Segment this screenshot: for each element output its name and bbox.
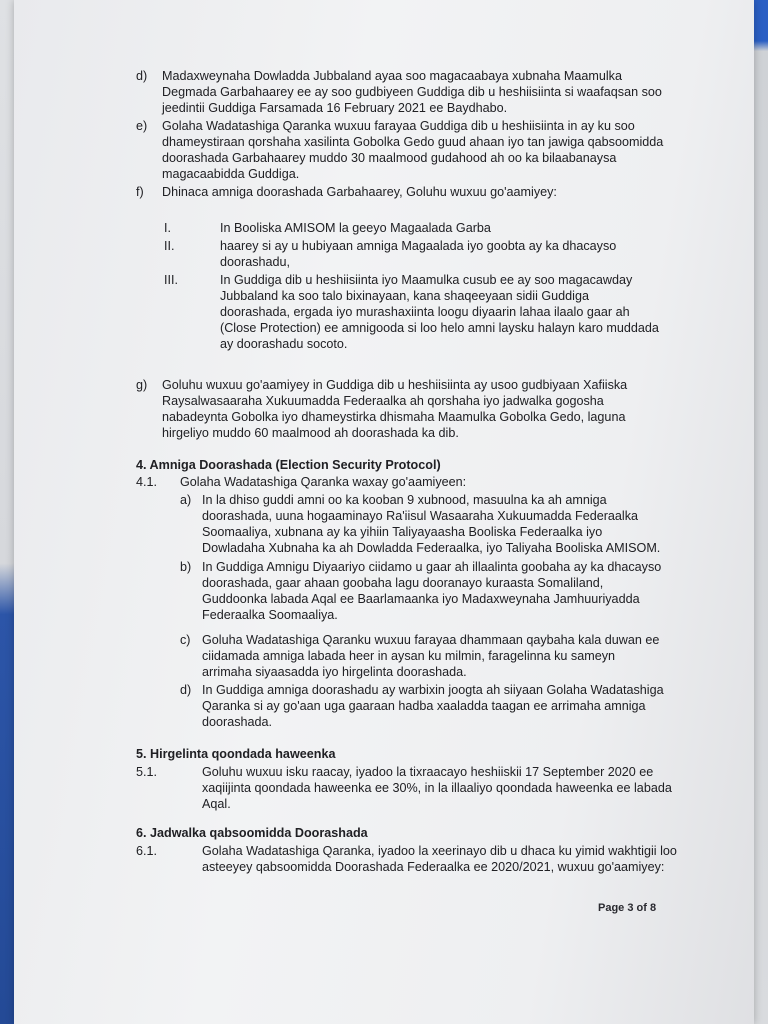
page-number-current: 3	[627, 902, 634, 914]
section-6-line-1: Golaha Wadatashiga Qaranka, iyadoo la xeerinayo dib u dhaca ku yimid wakhtigii loo	[202, 844, 677, 858]
sec4-item-d-line-3: doorashada.	[202, 715, 273, 729]
item-d-label: d)	[136, 69, 148, 83]
sec4-item-b-label: b)	[180, 560, 192, 574]
item-d-line-1: Madaxweynaha Dowladda Jubbaland ayaa soo magacaabaya xubnaha Maamulka	[162, 69, 622, 83]
item-e-line-1: Golaha Wadatashiga Qaranka wuxuu farayaa Guddiga dib u heshiisiinta in ay ku soo	[162, 119, 635, 133]
item-e-line-2: dhameystiraan qorshaha xasilinta Gobolka Gedo guud ahaan iyo tan jawiga qabsoomidda	[162, 135, 664, 149]
page-number-middle: of	[633, 902, 650, 914]
item-f-label: f)	[136, 185, 144, 199]
section-5-line-1: Goluhu wuxuu isku raacay, iyadoo la tixraacayo heshiiskii 17 September 2020 ee	[202, 765, 654, 779]
section-4-heading: 4. Amniga Doorashada (Election Security Protocol)	[136, 458, 441, 472]
sec4-item-c-line-2: ciidamada amniga labada heer in aysan ku milmin, faragelinna ku sameyn	[202, 649, 616, 663]
item-e-line-4: magacaabidda Guddiga.	[162, 167, 300, 181]
roman-3-line-5: ay doorashadu socoto.	[220, 337, 348, 351]
section-6-1-label: 6.1.	[136, 844, 158, 858]
roman-2-line-1: haarey si ay u hubiyaan amniga Magaalada iyo goobta ay ka dhacayso	[220, 239, 617, 253]
roman-1-label: I.	[164, 221, 171, 235]
page-number-prefix: Page	[598, 902, 628, 914]
sec4-item-a-label: a)	[180, 493, 192, 507]
section-6-heading: 6. Jadwalka qabsoomidda Doorashada	[136, 826, 368, 840]
sec4-item-c-line-1: Goluha Wadatashiga Qaranku wuxuu farayaa dhammaan qaybaha kala duwan ee	[202, 633, 660, 647]
sec4-item-b-line-2: doorashada, gaar ahaan goobaha lagu dooranayo kuraasta Somaliland,	[202, 576, 604, 590]
roman-2-line-2: doorashadu,	[220, 255, 291, 269]
sec4-item-b-line-4: Federaalka Soomaaliya.	[202, 608, 338, 622]
roman-3-label: III.	[164, 273, 178, 287]
item-e-label: e)	[136, 119, 148, 133]
item-d-line-3: jeedintii Guddiga Farsamada 16 February 2021 ee Baydhabo.	[162, 101, 508, 115]
item-d-line-2: Degmada Garbahaarey ee ay soo gudbiyeen Guddiga dib u heshiisiinta si waafaqsan soo	[162, 85, 662, 99]
roman-3-line-2: Jubbaland ka soo talo bixinayaan, kana shaqeeyaan sidii Guddiga	[220, 289, 589, 303]
section-5-line-3: Aqal.	[202, 797, 231, 811]
item-g-line-2: Raysalwasaaraha Xukuumadda Federaalka ah qorshaha iyo jadwalka gogosha	[162, 394, 604, 408]
section-4-1-text: Golaha Wadatashiga Qaranka waxay go'aamiyeen:	[180, 475, 467, 489]
roman-3-line-1: In Guddiga dib u heshiisiinta iyo Maamulka cusub ee ay soo magacawday	[220, 273, 633, 287]
sec4-item-a-line-2: doorashada, uuna hogaaminayo Ra'iisul Wasaaraha Xukuumadda Federaalka	[202, 509, 639, 523]
sec4-item-a-line-1: In la dhiso guddi amni oo ka kooban 9 xubnood, masuulna ka ah amniga	[202, 493, 607, 507]
section-5-line-2: xaqiijinta qoondada haweenka ee 30%, in la illaaliyo qoondada haweenka ee labada	[202, 781, 672, 795]
sec4-item-b-line-3: Guddoonka labada Aqal ee Baarlamaanka iyo Madaxweynaha Jamhuuriyadda	[202, 592, 640, 606]
sec4-item-d-line-2: Qaranka si ay go'aan uga gaaraan hadba xaaladda taagan ee arrimaha amniga	[202, 699, 646, 713]
item-g-line-1: Goluhu wuxuu go'aamiyey in Guddiga dib u heshiisiinta ay usoo gudbiyaan Xafiiska	[162, 378, 628, 392]
sec4-item-d-label: d)	[180, 683, 192, 697]
sec4-item-a-line-4: Dowladaha Xubnaha ka ah Dowladda Federaalka, iyo Taliyaha Booliska AMISOM.	[202, 541, 661, 555]
roman-3-line-3: doorashada, ergada iyo murashaxiinta loogu diyaarin lahaa ilaalo gaar ah	[220, 305, 630, 319]
item-g-line-4: hirgeliyo muddo 60 maalmood ah doorashada ka dib.	[162, 426, 459, 440]
page-number-total: 8	[649, 902, 657, 914]
roman-3-line-4: (Close Protection) ee amnigooda si loo helo amni laysku halayn karo muddada	[220, 321, 659, 335]
item-g-line-3: nabadeynta Gobolka iyo dhameystirka dhismaha Maamulka Gobolka Gedo, laguna	[162, 410, 626, 424]
sec4-item-c-label: c)	[180, 633, 191, 647]
document-page	[14, 0, 754, 1024]
item-e-line-3: doorashada Garbahaarey muddo 30 maalmood gudahood ah oo ka bilaabanaysa	[162, 151, 617, 165]
sec4-item-c-line-3: arrimaha siyaasadda iyo hirgelinta doorashada.	[202, 665, 467, 679]
roman-1-line-1: In Booliska AMISOM la geeyo Magaalada Garba	[220, 221, 491, 235]
section-6-line-2: asteeyey qabsoomidda Doorashada Federaalka ee 2020/2021, wuxuu go'aamiyey:	[202, 860, 665, 874]
roman-2-label: II.	[164, 239, 175, 253]
sec4-item-b-line-1: In Guddiga Amnigu Diyaariyo ciidamo u gaar ah illaalinta goobaha ay ka dhacayso	[202, 560, 662, 574]
page-number	[598, 900, 656, 916]
section-5-1-label: 5.1.	[136, 765, 158, 779]
item-f-line-1: Dhinaca amniga doorashada Garbahaarey, Goluhu wuxuu go'aamiyey:	[162, 185, 557, 199]
section-4-1-label: 4.1.	[136, 475, 158, 489]
sec4-item-d-line-1: In Guddiga amniga doorashadu ay warbixin joogta ah siiyaan Golaha Wadatashiga	[202, 683, 664, 697]
section-5-heading: 5. Hirgelinta qoondada haweenka	[136, 747, 336, 761]
item-g-label: g)	[136, 378, 148, 392]
sec4-item-a-line-3: Soomaaliya, xubnana ay ka yihiin Taliyayaasha Booliska Federaalka iyo	[202, 525, 603, 539]
